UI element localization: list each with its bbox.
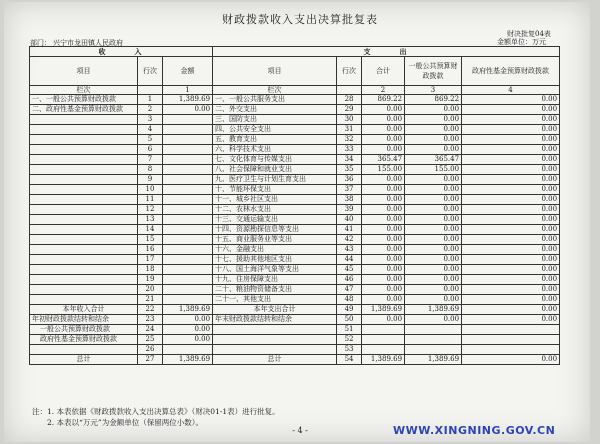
income-amount: 0.00 — [163, 315, 213, 325]
summary-row — [30, 305, 560, 315]
column-index-1: 1 — [163, 86, 213, 95]
general-budget-amount: 0.00 — [405, 245, 462, 255]
expense-line-no: 46 — [337, 275, 362, 285]
expense-total: 0.00 — [362, 115, 405, 125]
income-section-header: 收 入 — [30, 47, 213, 57]
expense-item: 二十一、其他支出 — [213, 295, 337, 305]
table-row — [30, 205, 560, 215]
table-row — [30, 285, 560, 295]
fund-budget-header: 政府性基金预算财政拨款 — [462, 57, 560, 86]
site-watermark: WWW.XINGNING.GOV.CN — [393, 424, 556, 437]
income-item — [30, 185, 138, 195]
income-item-header: 项目 — [30, 57, 138, 86]
income-lanci-label: 栏次 — [30, 86, 138, 95]
footnotes — [32, 406, 280, 428]
income-line-no: 14 — [138, 225, 163, 235]
footnote: 注：1. 本表依据《财政拨款收入支出决算总表》（财决01-1表）进行批复。 — [32, 407, 280, 416]
expense-item: 十三、交通运输支出 — [213, 215, 337, 225]
income-amount — [163, 245, 213, 255]
expense-item: 十八、国土海洋气象等支出 — [213, 265, 337, 275]
summary-row — [30, 345, 560, 355]
column-index-3: 3 — [405, 86, 462, 95]
income-line-no-header: 行次 — [138, 57, 163, 86]
income-item — [30, 195, 138, 205]
expense-line-no: 42 — [337, 235, 362, 245]
income-item — [30, 165, 138, 175]
expense-total — [362, 325, 405, 335]
summary-row — [30, 355, 560, 365]
expense-total: 0.00 — [362, 245, 405, 255]
income-amount: 1,389.69 — [163, 305, 213, 315]
fund-budget-amount — [462, 335, 560, 345]
general-budget-amount: 0.00 — [405, 175, 462, 185]
table-row — [30, 275, 560, 285]
expense-item: 六、科学技术支出 — [213, 145, 337, 155]
general-budget-amount: 0.00 — [405, 115, 462, 125]
table-row — [30, 135, 560, 145]
income-line-no: 24 — [138, 325, 163, 335]
expense-line-no: 34 — [337, 155, 362, 165]
income-line-no: 11 — [138, 195, 163, 205]
fund-budget-amount: 0.00 — [462, 355, 560, 365]
expense-total — [362, 345, 405, 355]
expense-item: 三、国防支出 — [213, 115, 337, 125]
expense-total — [362, 335, 405, 345]
expense-item: 十五、商业服务业等支出 — [213, 235, 337, 245]
income-line-no: 4 — [138, 125, 163, 135]
budget-table — [29, 46, 560, 365]
expense-item: 年末财政拨款结转和结余 — [213, 315, 337, 325]
expense-total: 0.00 — [362, 205, 405, 215]
general-budget-amount: 0.00 — [405, 285, 462, 295]
expense-line-no: 52 — [337, 335, 362, 345]
expense-total: 0.00 — [362, 265, 405, 275]
table-row — [30, 265, 560, 275]
income-amount: 0.00 — [163, 335, 213, 345]
income-amount — [163, 125, 213, 135]
expense-item: 八、社会保障和就业支出 — [213, 165, 337, 175]
income-item — [30, 225, 138, 235]
income-item — [30, 215, 138, 225]
table-row — [30, 295, 560, 305]
column-header-row — [30, 57, 560, 86]
column-index-4: 4 — [462, 86, 560, 95]
fund-budget-amount: 0.00 — [462, 165, 560, 175]
expense-item — [213, 345, 337, 355]
expense-line-no: 39 — [337, 205, 362, 215]
expense-line-no: 43 — [337, 245, 362, 255]
table-row — [30, 145, 560, 155]
income-line-no: 26 — [138, 345, 163, 355]
fund-budget-amount: 0.00 — [462, 265, 560, 275]
income-item — [30, 135, 138, 145]
income-line-no: 17 — [138, 255, 163, 265]
expense-total: 0.00 — [362, 125, 405, 135]
income-item — [30, 265, 138, 275]
income-item — [30, 285, 138, 295]
summary-row — [30, 335, 560, 345]
fund-budget-amount: 0.00 — [462, 145, 560, 155]
expense-item: 十二、农林水支出 — [213, 205, 337, 215]
income-line-no: 19 — [138, 275, 163, 285]
income-item — [30, 125, 138, 135]
income-amount: 1,389.69 — [163, 95, 213, 105]
income-amount — [163, 275, 213, 285]
fund-budget-amount: 0.00 — [462, 205, 560, 215]
table-row — [30, 235, 560, 245]
fund-budget-amount: 0.00 — [462, 195, 560, 205]
general-budget-amount: 0.00 — [405, 315, 462, 325]
expense-total: 0.00 — [362, 285, 405, 295]
expense-line-no: 50 — [337, 315, 362, 325]
income-line-no: 23 — [138, 315, 163, 325]
fund-budget-amount: 0.00 — [462, 115, 560, 125]
expense-line-no: 31 — [337, 125, 362, 135]
fund-budget-amount: 0.00 — [462, 285, 560, 295]
general-budget-amount: 0.00 — [405, 265, 462, 275]
income-amount — [163, 165, 213, 175]
income-line-no: 6 — [138, 145, 163, 155]
column-index-2: 2 — [362, 86, 405, 95]
expense-total: 0.00 — [362, 185, 405, 195]
expense-item: 七、文化体育与传媒支出 — [213, 155, 337, 165]
income-line-no: 1 — [138, 95, 163, 105]
income-amount — [163, 135, 213, 145]
expense-item: 十六、金融支出 — [213, 245, 337, 255]
income-amount — [163, 195, 213, 205]
expense-total: 0.00 — [362, 195, 405, 205]
general-budget-amount — [405, 335, 462, 345]
table-row — [30, 225, 560, 235]
general-budget-amount: 0.00 — [405, 185, 462, 195]
expense-item: 二十、粮油物资储备支出 — [213, 285, 337, 295]
expense-item: 四、公共安全支出 — [213, 125, 337, 135]
column-index-row — [30, 86, 560, 95]
income-amount — [163, 265, 213, 275]
income-line-no: 18 — [138, 265, 163, 275]
fund-budget-amount: 0.00 — [462, 315, 560, 325]
fund-budget-amount: 0.00 — [462, 255, 560, 265]
fund-budget-amount: 0.00 — [462, 175, 560, 185]
expense-line-no: 30 — [337, 115, 362, 125]
total-header: 合计 — [362, 57, 405, 86]
income-line-no: 20 — [138, 285, 163, 295]
footnote: 2. 本表以“万元”为金额单位（保留两位小数）。 — [32, 418, 203, 427]
summary-row — [30, 325, 560, 335]
expense-total: 0.00 — [362, 225, 405, 235]
income-amount: 0.00 — [163, 325, 213, 335]
income-amount — [163, 225, 213, 235]
expense-item: 十七、援助其他地区支出 — [213, 255, 337, 265]
income-line-no: 25 — [138, 335, 163, 345]
income-line-no: 22 — [138, 305, 163, 315]
expense-line-no: 49 — [337, 305, 362, 315]
fund-budget-amount: 0.00 — [462, 125, 560, 135]
income-amount — [163, 155, 213, 165]
income-item: 政府性基金预算财政拨款 — [30, 335, 138, 345]
department-name: 兴宁市龙田镇人民政府 — [53, 39, 123, 47]
general-budget-amount: 0.00 — [405, 235, 462, 245]
expense-total: 365.47 — [362, 155, 405, 165]
income-item — [30, 115, 138, 125]
fund-budget-amount — [462, 325, 560, 335]
general-budget-amount: 0.00 — [405, 275, 462, 285]
expense-line-no: 35 — [337, 165, 362, 175]
expense-line-no: 44 — [337, 255, 362, 265]
table-row — [30, 245, 560, 255]
general-budget-amount: 0.00 — [405, 135, 462, 145]
expense-line-no: 51 — [337, 325, 362, 335]
general-budget-amount: 0.00 — [405, 195, 462, 205]
general-budget-amount: 0.00 — [405, 215, 462, 225]
income-item — [30, 255, 138, 265]
fund-budget-amount: 0.00 — [462, 185, 560, 195]
expense-total: 0.00 — [362, 295, 405, 305]
income-amount — [163, 345, 213, 355]
expense-lanci-label: 栏次 — [213, 86, 337, 95]
general-budget-amount: 1,389.69 — [405, 305, 462, 315]
expense-line-no: 54 — [337, 355, 362, 365]
income-line-no: 21 — [138, 295, 163, 305]
income-amount — [163, 235, 213, 245]
income-amount — [163, 175, 213, 185]
expense-line-no: 32 — [337, 135, 362, 145]
income-item — [30, 345, 138, 355]
fund-budget-amount: 0.00 — [462, 225, 560, 235]
income-line-no: 9 — [138, 175, 163, 185]
general-budget-amount — [405, 325, 462, 335]
expense-item: 十、节能环保支出 — [213, 185, 337, 195]
expense-line-no: 29 — [337, 105, 362, 115]
income-item — [30, 205, 138, 215]
summary-row — [30, 315, 560, 325]
expense-line-no: 38 — [337, 195, 362, 205]
expense-total: 0.00 — [362, 315, 405, 325]
general-budget-amount: 0.00 — [405, 225, 462, 235]
general-budget-amount — [405, 345, 462, 355]
income-item: 年初财政拨款结转和结余 — [30, 315, 138, 325]
fund-budget-amount: 0.00 — [462, 95, 560, 105]
general-budget-header: 一般公共预算财政拨款 — [405, 57, 462, 86]
income-line-no: 16 — [138, 245, 163, 255]
fund-budget-amount — [462, 345, 560, 355]
income-line-no: 7 — [138, 155, 163, 165]
income-amount — [163, 205, 213, 215]
income-line-no: 5 — [138, 135, 163, 145]
general-budget-amount: 0.00 — [405, 205, 462, 215]
expense-total: 0.00 — [362, 145, 405, 155]
expense-item: 一、一般公共服务支出 — [213, 95, 337, 105]
expense-item: 九、医疗卫生与计划生育支出 — [213, 175, 337, 185]
expense-line-no-header: 行次 — [337, 57, 362, 86]
table-row — [30, 95, 560, 105]
expense-item: 十九、住房保障支出 — [213, 275, 337, 285]
table-row — [30, 175, 560, 185]
expense-total: 869.22 — [362, 95, 405, 105]
expense-total: 0.00 — [362, 215, 405, 225]
expense-line-no: 28 — [337, 95, 362, 105]
page-number: - 4 - — [292, 426, 308, 435]
expense-line-no: 53 — [337, 345, 362, 355]
expense-item — [213, 335, 337, 345]
general-budget-amount: 1,389.69 — [405, 355, 462, 365]
general-budget-amount: 0.00 — [405, 105, 462, 115]
general-budget-amount: 0.00 — [405, 295, 462, 305]
income-line-no: 15 — [138, 235, 163, 245]
income-item — [30, 235, 138, 245]
expense-item-header: 项目 — [213, 57, 337, 86]
table-row — [30, 155, 560, 165]
expense-item — [213, 325, 337, 335]
income-item: 一、一般公共预算财政拨款 — [30, 95, 138, 105]
expense-total: 0.00 — [362, 105, 405, 115]
fund-budget-amount: 0.00 — [462, 305, 560, 315]
expense-line-no: 48 — [337, 295, 362, 305]
table-row — [30, 115, 560, 125]
expense-total: 0.00 — [362, 175, 405, 185]
expense-item: 总计 — [213, 355, 337, 365]
table-row — [30, 215, 560, 225]
income-item: 本年收入合计 — [30, 305, 138, 315]
income-line-no: 3 — [138, 115, 163, 125]
expense-line-no: 40 — [337, 215, 362, 225]
expense-total: 155.00 — [362, 165, 405, 175]
fund-budget-amount: 0.00 — [462, 215, 560, 225]
table-row — [30, 165, 560, 175]
income-item — [30, 295, 138, 305]
general-budget-amount: 155.00 — [405, 165, 462, 175]
fund-budget-amount: 0.00 — [462, 245, 560, 255]
general-budget-amount: 365.47 — [405, 155, 462, 165]
expense-item: 十一、城乡社区支出 — [213, 195, 337, 205]
expense-line-no: 47 — [337, 285, 362, 295]
income-line-no: 8 — [138, 165, 163, 175]
income-item — [30, 275, 138, 285]
expense-line-no: 37 — [337, 185, 362, 195]
income-amount — [163, 285, 213, 295]
expense-item: 二、外交支出 — [213, 105, 337, 115]
form-code: 财决批复04表 — [507, 30, 551, 38]
expense-total: 0.00 — [362, 275, 405, 285]
income-amount-header: 金额 — [163, 57, 213, 86]
income-item — [30, 145, 138, 155]
expense-line-no: 41 — [337, 225, 362, 235]
income-amount — [163, 185, 213, 195]
income-line-no: 13 — [138, 215, 163, 225]
income-item: 总计 — [30, 355, 138, 365]
fund-budget-amount: 0.00 — [462, 155, 560, 165]
expense-line-no: 36 — [337, 175, 362, 185]
income-item: 一般公共预算财政拨款 — [30, 325, 138, 335]
expense-total: 1,389.69 — [362, 355, 405, 365]
expense-line-no: 45 — [337, 265, 362, 275]
fund-budget-amount: 0.00 — [462, 295, 560, 305]
table-row — [30, 185, 560, 195]
table-row — [30, 105, 560, 115]
income-line-no: 2 — [138, 105, 163, 115]
page-title: 财政拨款收入支出决算批复表 — [222, 13, 378, 26]
income-amount: 0.00 — [163, 105, 213, 115]
expense-total: 0.00 — [362, 135, 405, 145]
general-budget-amount: 0.00 — [405, 125, 462, 135]
income-item — [30, 175, 138, 185]
expense-section-header: 支 出 — [213, 47, 560, 57]
expense-item: 本年支出合计 — [213, 305, 337, 315]
expense-line-no: 33 — [337, 145, 362, 155]
amount-unit: 金额单位：万元 — [497, 38, 546, 46]
general-budget-amount: 0.00 — [405, 255, 462, 265]
section-header-row — [30, 47, 560, 57]
income-item — [30, 155, 138, 165]
table-row — [30, 195, 560, 205]
department-label: 部门： — [30, 39, 51, 47]
expense-item: 五、教育支出 — [213, 135, 337, 145]
income-item — [30, 245, 138, 255]
income-line-no: 12 — [138, 205, 163, 215]
income-item: 二、政府性基金预算财政拨款 — [30, 105, 138, 115]
income-amount — [163, 115, 213, 125]
general-budget-amount: 0.00 — [405, 145, 462, 155]
income-amount — [163, 255, 213, 265]
table-row — [30, 255, 560, 265]
income-line-no: 27 — [138, 355, 163, 365]
general-budget-amount: 869.22 — [405, 95, 462, 105]
income-amount: 1,389.69 — [163, 355, 213, 365]
fund-budget-amount: 0.00 — [462, 275, 560, 285]
income-line-no: 10 — [138, 185, 163, 195]
income-amount — [163, 145, 213, 155]
expense-total: 0.00 — [362, 255, 405, 265]
fund-budget-amount: 0.00 — [462, 135, 560, 145]
income-amount — [163, 215, 213, 225]
fund-budget-amount: 0.00 — [462, 235, 560, 245]
expense-total: 0.00 — [362, 235, 405, 245]
income-amount — [163, 295, 213, 305]
expense-total: 1,389.69 — [362, 305, 405, 315]
fund-budget-amount: 0.00 — [462, 105, 560, 115]
expense-item: 十四、资源勘探信息等支出 — [213, 225, 337, 235]
table-row — [30, 125, 560, 135]
